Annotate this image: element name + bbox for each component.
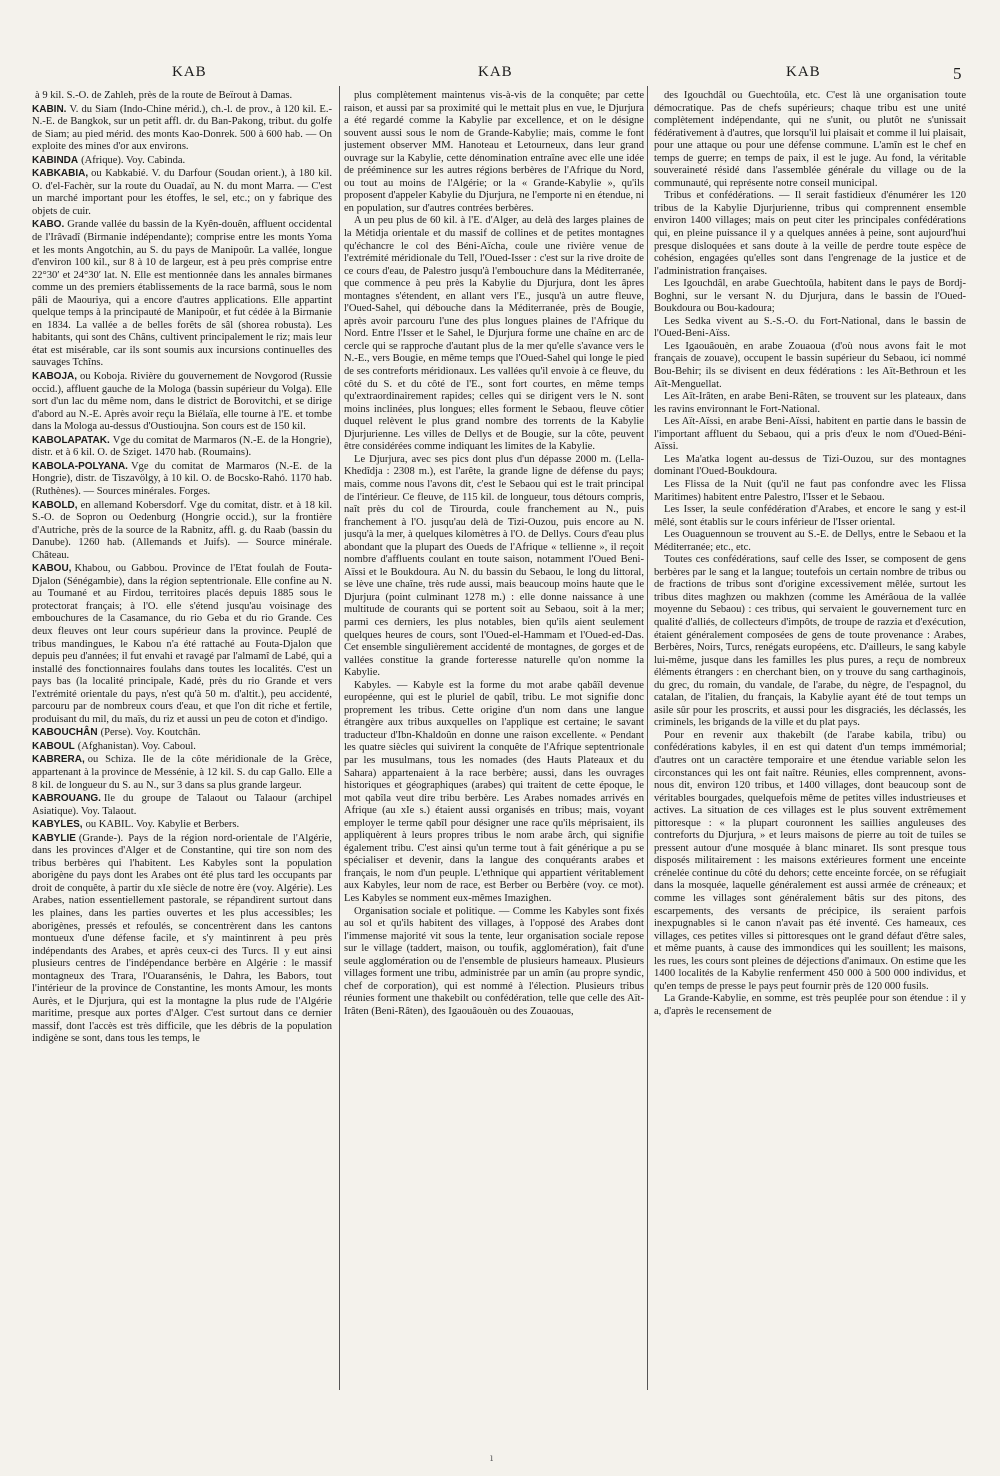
entry-headword: KABOU, <box>32 563 72 575</box>
entry-text: ou Koboja. Rivière du gouvernement de Novgorod (Russie occid.), affluent gauche de la Mologa (bassin supérieur du Volga). Elle sort d'un lac du même nom, dans le district de Borovitchi, et se dirige d'abord au N.-E. Après avoir reçu la Biélaïa, elle tourne à l'E. et tombe dans la Mologa au-dessus d'Oustioujna. Son cours est de 150 kil. <box>32 371 332 433</box>
paragraph: Tribus et confédérations. — Il serait fastidieux d'énumérer les 120 tribus de la Kabylie Djurjurienne, tribus qui comprennent ensemble environ 1400 villages; mais on peut citer les principales confédérations qui, en pleine puissance il y a quelques années à peine, sont aujourd'hui presque disloquées et sans doute à la veille de perdre toute espèce de cohésion, engagées qu'elles sont dans l'engrenage de la justice et de l'administration françaises. <box>654 190 966 277</box>
entry-headword: KABOUL <box>32 740 75 752</box>
paragraph: Les Aït-Aïssi, en arabe Beni-Aïssi, habitent en partie dans le bassin de l'important affluent du Sebaou, qui a pris d'eux le nom d'Oued-Béni-Aïssi. <box>654 416 966 453</box>
paragraph: Les Isser, la seule confédération d'Arabes, et encore le sang y est-il mêlé, sont établis sur le cours inférieur de l'Isser oriental. <box>654 504 966 528</box>
entry-text: V. du Siam (Indo-Chine mérid.), ch.-l. de prov., à 120 kil. E.-N.-E. de Bangkok, sur un petit affl. dr. du Ban-Pakong, tribut. du golfe de Siam; au pied mérid. des monts Kao-Donrek. 500 à 600 hab. — On exploite des mines d'or aux environs. <box>32 103 332 153</box>
column-1 <box>32 90 332 1380</box>
paragraph: Les Aït-Irâten, en arabe Beni-Râten, se trouvent sur les plateaux, dans les ravins environnant le Fort-National. <box>654 391 966 415</box>
paragraph: Kabyles. — Kabyle est la forme du mot arabe qabâïl devenue européenne, qui est le pluriel de qabîl, tribu. Le mot signifie donc proprement les tribus. Cette origine d'un nom dans une langue étrangère aux tribus auxquelles on l'applique est certaine; le savant traducteur d'Ibn-Khaldoûn en donne une raison excellente. « Pendant les quatre siècles qui suivirent la conquête de l'Afrique septentrionale par les musulmans, tous les nomades (des Hauts Plateaux et du Sahara) appartenaient à la race berbère; aussi, dans les ouvrages historiques et géographiques (arabes) qui traitent de cette époque, le mot qabîla veut dire tribu berbère. Les Arabes nomades arrivés en Afrique (au xIe s.) étaient aussi organisés en tribus; mais, voyant employer le terme qabîl pour désigner une race qu'ils méprisaient, ils appliquèrent à leurs propres tribus le nom arabe ârch, qui signifie également tribu. C'est ainsi qu'un terme tout à fait générique a pu se spécialiser et devenir, dans la langue des conquérants arabes et français, le nom d'un peuple. L'ethnique qui appartient véritablement aux Kabyles, leur nom de race, est Berber ou Berbère (voy. ce mot). Les Kabyles se nomment eux-mêmes Imazighen. <box>344 679 644 904</box>
paragraph: Toutes ces confédérations, sauf celle des Isser, se composent de gens berbères par le sang et la langue; toutefois un certain nombre de tribus ou de fractions de tribus sont d'origine excessivement mêlée, surtout les tribus dites maghzen ou makhzen (comme les Amérâoua de la vallée moyenne du Sebaou) : ces tribus, qui servaient le gouvernement turc en qualité d'alliés, de collecteurs d'impôts, de troupe de razzia et d'exécution, étaient généralement composées de gens de toute provenance : Arabes, Berbères, Noirs, Turcs, renégats européens, etc. D'ailleurs, le sang kabyle lui-même, jusque dans les familles les plus pures, a reçu de nombreux éléments étrangers : en cherchant bien, on y trouve du sang carthaginois, du grec, du romain, du vandale, de l'arabe, du nègre, de l'espagnol, du catalan, de l'italien, du français, la Kabylie ayant été de tout temps un asile sûr pour les proscrits, et aussi pour les disgraciés, les déclassés, les criminels, les brigands de la ville et du plat pays. <box>654 554 966 729</box>
paragraph: plus complètement maintenus vis-à-vis de la conquête; par cette raison, et aussi par sa proximité qui le mettait plus en vue, le Djurjura a été regardé comme la Kabylie par excellence, et on le désigne souvent aussi sous le nom de Grande-Kabylie; mais, comme le font justement observer MM. Hanoteau et Letourneux, dans leur grand ouvrage sur la Kabylie, cette dénomination entraîne avec elle une idée de prééminence sur les autres régions berbères de l'Afrique du Nord, ou tout au moins de l'Algérie; or la « Grande-Kabylie », qu'ils proposent d'appeler Kabylie du Djurjura, ne l'emporte ni en étendue, ni en population, sur d'autres contrées berbères. <box>344 90 644 214</box>
entry-headword: KABOLD, <box>32 499 78 511</box>
paragraph: Les Ma'atka logent au-dessus de Tizi-Ouzou, sur des montagnes dominant l'Oued-Boukdoura. <box>654 453 966 478</box>
paragraph: Le Djurjura, avec ses pics dont plus d'un dépasse 2000 m. (Lella-Khedîdja : 2308 m.), est l'arête, la grande ligne de défense du pays; mais, comme nous l'avons dit, c'est le Sebaou qui est le trait principal de l'intérieur. Ce fleuve, de 115 kil. de longueur, tous détours compris, naît près du col de Tirourda, coule franchement au N., puis franchement à l'O. jusqu'au delà de Tizi-Ouzou, puis encore au N. jusqu'à la mer, à quelques kilomètres à l'O. de Dellys. Cours d'eau plus abondant que la plupart des Oueds de l'Afrique « tellienne », il reçoit nombre d'affluents coulant en toute saison, notamment l'Oued Beni-Aïssi et le Boukdoura. Au N. du bassin du Sebaou, le long du littoral, se lève une chaîne, très rude aussi, mais beaucoup moins haute que le Djurjura (point culminant 1278 m.) : elle donne naissance à une multitude de courants qui se portent soit au Sebaou, soit à la mer; parmi ces derniers, les plus notables, bien qu'ils aient seulement quelques heures de cours, sont l'Oued-el-Hammam et l'Oued-ed-Das. Cet ensemble singulièrement accidenté de montagnes, de gorges et de vallées constitue la grande forteresse naturelle qu'on nomme la Kabylie. <box>344 453 644 679</box>
column-2 <box>344 90 644 1380</box>
entry <box>32 793 332 818</box>
entry-text: (Afghanistan). Voy. Caboul. <box>77 740 196 752</box>
entry <box>32 104 332 154</box>
footer-mark: ı <box>490 1453 494 1464</box>
entry-text: (Afrique). Voy. Cabinda. <box>81 154 186 166</box>
entry-text: Vge du comitat de Marmaros (N.-E. de la Hongrie), distr. de Tiszavölgy, à 10 kil. O. de Bocsko-Rahó. 1170 hab. (Ruthènes). — Sources minérales. Forges. <box>32 460 332 497</box>
entry <box>32 168 332 218</box>
entry <box>32 563 332 726</box>
entry-headword: KABOLA-POLYANA. <box>32 460 128 472</box>
column-rule <box>339 86 340 1390</box>
entry <box>32 371 332 434</box>
entry <box>32 819 332 832</box>
entry <box>32 727 332 740</box>
entry-text: ou KABIL. Voy. Kabylie et Berbers. <box>85 819 240 831</box>
column-rule <box>647 86 648 1390</box>
entry-text: (Grande-). Pays de la région nord-orientale de l'Algérie, dans les provinces d'Alger et de Constantine, qui tire son nom des tribus berbères qui l'habitent. Les Kabyles sont la population aborigène du pays dont les Arabes ont été plus tard les occupants par droit de conquête, à partir du xIe siècle de notre ère (voy. Algérie). Les Arabes, nation essentiellement pastorale, se répandirent surtout dans les plaines, dans les parties ouvertes et les plus accessibles; les aborigènes, pressés et refoulés, se concentrèrent dans les cantons montueux d'une défense facile, et s'y maintinrent à peu près indépendants des Arabes, et après ceux-ci des Turcs. Il y eut ainsi plusieurs centres de l'indépendance berbère en Algérie : le massif montagneux des Trara, l'Ouaransénis, le Dahra, les Babors, tout l'intérieur de la province de Constantine, les monts Amour, les monts Aurès, et le Djurjura, qui est la montagne la plus rude de l'Algérie maritime, presque aux portes d'Alger. C'est surtout dans ce dernier massif, dont l'accès est très difficile, que les débris de la population indigène se sont, dans tous les temps, le <box>32 832 332 1045</box>
entry-text: Ile du groupe de Talaout ou Talaour (archipel Asiatique). Voy. Talaout. <box>32 793 332 817</box>
entry-headword: KABOUCHÂN <box>32 727 98 739</box>
entry-text: (Perse). Voy. Koutchân. <box>100 727 201 739</box>
entry-headword: KABINDA <box>32 154 79 166</box>
entry-text: à 9 kil. S.-O. de Zahleh, près de la route de Beïrout à Damas. <box>35 90 293 101</box>
paragraph: Organisation sociale et politique. — Comme les Kabyles sont fixés au sol et qu'ils habitent des villages, à l'opposé des Arabes dont l'immense majorité vit sous la tente, leur organisation sociale repose sur le village (taddert, maison, ou toufik, agglomération), fait d'une seule agglomération ou de l'ensemble de plusieurs hameaux. Plusieurs villages forment une tribu, administrée par un amîn (au propre syndic, chef de corporation), qui est nommé à l'élection. Plusieurs tribus réunies forment une thakebilt ou confédération, telle que celle des Aït-Irâten (Beni-Râten), des Igaouâouèn ou des Zouaouas, <box>344 905 644 1017</box>
entry <box>32 833 332 1046</box>
entry-headword: KABYLIE <box>32 832 76 844</box>
entry-text: Khabou, ou Gabbou. Province de l'Etat foulah de Fouta-Djalon (Sénégambie), dans la région septentrionale. Elle confine au N. au Toumané et au Firdou, territoires placés depuis 1885 sous le protectorat français; à l'O. elle s'étend jusqu'au voisinage des embouchures de la Casamance, du rio Geba et du rio Grande. Ces deux fleuves ont leur cours supérieur dans la province. Peuplé de tribus mandingues, le Kabou n'a été rattaché au Fouta-Djalon que depuis peu d'années; il fut envahi et ravagé par l'almamî de Labé, qui a installé des fonctionnaires foulahs dans toutes les localités. C'est un pays bas (la localité principale, Kadé, près du rio Grande et vers l'extrémité orientale du pays, n'est qu'à 50 m. d'altit.), peu accidenté, parcouru par de nombreux cours d'eau, et que l'on dit riche et fertile, produisant du mil, du maïs, du riz et aussi un peu de coton et d'indigo. <box>32 563 332 725</box>
paragraph: Les Igaouâouèn, en arabe Zouaoua (d'où nous avons fait le mot français de zouave), occupent le bassin supérieur du Sebaou, ici nommé Bou-Behir; ils se divisent en deux fédérations : les Aït-Bethroun et les Aït-Menguellat. <box>654 340 966 390</box>
header-center: KAB <box>478 64 513 80</box>
entry <box>32 90 332 103</box>
entry-headword: KABOLAPATAK. <box>32 434 110 446</box>
paragraph: Les Ouaguennoun se trouvent au S.-E. de Dellys, entre le Sebaou et la Méditerranée; etc., etc. <box>654 529 966 553</box>
column-3 <box>654 90 966 1380</box>
entry <box>32 435 332 460</box>
paragraph: Les Igouchdâl, en arabe Guechtoûla, habitent dans le pays de Bordj-Boghni, sur le versant N. du Djurjura, dans le bassin de l'Oued-Boukdoura ou Bou-kadoura; <box>654 278 966 315</box>
entry-text: Vge du comitat de Marmaros (N.-E. de la Hongrie), distr. et à 6 kil. O. de Sziget. 1470 hab. (Roumains). <box>32 434 332 459</box>
paragraph: A un peu plus de 60 kil. à l'E. d'Alger, au delà des larges plaines de la Métidja orientale et du massif de collines et de petites montagnes qu'échancre le col des Béni-Aïcha, coule une rivière venue de l'extrémité méridionale du Tell, l'Oued-Isser : c'est sur la rive droite de ce cours d'eau, de Palestro jusqu'à l'embouchure dans la Méditerranée, que commence à peu près la Kabylie du Djurjura, dont les âpres montagnes s'étendent, en allant vers l'E., jusqu'à un autre fleuve, l'Oued-Sahel, qui débouche dans la Méditerranée, près de Bougie, après avoir parcouru l'une des plus longues plaines de l'Afrique du Nord. Entre l'Isser et le Sahel, le Djurjura forme une chaîne en arc de cercle qui se rapproche d'autant plus de la mer qu'elle s'avance vers le N.-E., vers Bougie, en même temps que l'Oued-Sahel qui longe le pied de ses contreforts méridionaux. Les vallées qu'il envoie à ce fleuve, du côté du S. et du côté de l'E., sont fort courtes, en même temps qu'extraordinairement rapides; celles qui se dirigent vers le N. sont moins inclinées, plus longues; elles forment le Sebaou, fleuve côtier duquel relèvent le plus grand nombre des torrents de la Kabylie Djurjurienne. Les villes de Dellys et de Bougie, sur la côte, peuvent être considérées comme indiquant les limites de la Kabylie. <box>344 215 644 453</box>
entry-text: ou Kabkabié. V. du Darfour (Soudan orient.), à 180 kil. O. d'el-Fachèr, sur la route du Ouadaï, au N. du mont Marra. — C'est un marché important pour les étoffes, le sel, etc.; on y fabrique des objets de cuir. <box>32 168 332 217</box>
page-number: 5 <box>953 64 963 83</box>
entry-text: en allemand Kobersdorf. Vge du comitat, distr. et à 18 kil. S.-O. de Sopron ou Oedenburg (Hongrie occid.), sur la frontière d'Autriche, près de la source de la Rabnitz, affl. g. du Raab (bassin du Danube). 1260 hab. (Allemands et Juifs). — Source minérale. Château. <box>32 499 332 561</box>
entry <box>32 461 332 499</box>
entry-text: Grande vallée du bassin de la Kyên-douên, affluent occidental de l'Irâvadî (Birmanie indépendante); comprise entre les monts Yoma et les monts Angotchin, au S. du pays de Manipoûr. La vallée, longue d'environ 100 kil., sur 8 à 10 de largeur, est à peu près comprise entre 22°30′ et 24°30′ lat. N. Elle est mentionnée dans les annales birmanes comme un des premiers établissements de la race barmâ, sous le nom pâli de Maouriya, qui a encore d'autres applications. Elle appartint quelque temps à la principauté de Manipoûr, et fut cédée à la Birmanie en 1834. La vallée a de belles forêts de sâl (shorea robusta). Les habitants, qui sont des Châns, cultivent principalement le riz; mais leur état est misérable, car ils sont soumis aux incursions continuelles des sauvages Tchîns. <box>32 219 332 369</box>
entry-headword: KABRERA, <box>32 754 85 766</box>
header-right: KAB <box>786 64 821 80</box>
paragraph: La Grande-Kabylie, en somme, est très peuplée pour son étendue : il y a, d'après le recensement de <box>654 993 966 1017</box>
entry <box>32 155 332 168</box>
entry-headword: KABKABIA, <box>32 168 89 180</box>
entry-headword: KABYLES, <box>32 819 83 831</box>
running-header <box>0 64 1000 86</box>
entry <box>32 219 332 370</box>
paragraph: Les Flissa de la Nuit (qu'il ne faut pas confondre avec les Flissa Maritimes) habitent entre Palestro, l'Isser et le Sebaou. <box>654 478 966 503</box>
paragraph: des Igouchdâl ou Guechtoûla, etc. C'est là une organisation toute démocratique. Pas de chefs supérieurs; chaque tribu est une unité complètement indépendante, qui ne s'unit, ou plutôt ne s'unissait fédérativement à d'autres, que lorsqu'il lui plaisait et comme il lui plaisait, pour une attaque ou pour une défense commune. L'amîn est le chef en temps de guerre; en temps de paix, il est le juge. Au fond, la véritable souveraineté résidé dans l'assemblée générale du village ou de la communauté, qui représente notre conseil municipal. <box>654 90 966 189</box>
entry <box>32 741 332 754</box>
entry-headword: KABOJA, <box>32 371 78 383</box>
header-left: KAB <box>172 64 207 80</box>
entry <box>32 500 332 563</box>
entry-headword: KABROUANG. <box>32 793 101 805</box>
entry <box>32 754 332 792</box>
paragraph: Pour en revenir aux thakebilt (de l'arabe kabila, tribu) ou confédérations kabyles, il en est qui datent d'un temps immémorial; d'autres ont un caractère temporaire et une étendue variable selon les circonstances qui les ont fait naître. Réunies, elles comprennent, avons-nous dit, environ 120 tribus, et 1400 villages, dont beaucoup sont de véritables bourgades, quelquefois même de petites villes industrieuses et actives. La situation de ces villages est le plus souvent extrêmement pittoresque : « la plupart couronnent les saillies anguleuses des contreforts du Djurjura, » et leurs maisons de pierre au toit de tuiles se pressent autour d'une mosquée à blanc minaret. Ils sont presque tous disposés militairement : les maisons extérieures forment une enceinte crénelée continue du côté du dehors; cette enceinte forcée, on se réfugiait dans la mosquée, laquelle généralement est aussi armée de créneaux; et comme les villages sont généralement bâtis sur des pitons, des escarpements, des versants de précipice, ils seraient parfois inexpugnables si le canon n'avait pas été inventé. Ces hameaux, ces villages, ces petites villes si pittoresques ont le grand défaut d'être sales, et même puants, à cause des immondices qui les souillent; les maisons, les rues, les cours sont pleines de déjections d'animaux. On estime que les 1400 localités de la Kabylie renferment 450 000 à 500 000 individus, et qu'en temps de presse le pays peut fournir près de 120 000 fusils. <box>654 729 966 992</box>
entry-text: ou Schiza. Ile de la côte méridionale de la Grèce, appartenant à la province de Messénie, à 12 kil. S. du cap Gallo. Elle a 8 kil. de longueur du S. au N., sur 3 dans sa plus grande largeur. <box>32 754 332 791</box>
paragraph: Les Sedka vivent au S.-S.-O. du Fort-National, dans le bassin de l'Oued-Beni-Aïss. <box>654 315 966 340</box>
entry-headword: KABIN. <box>32 103 67 115</box>
entry-headword: KABO. <box>32 219 65 231</box>
